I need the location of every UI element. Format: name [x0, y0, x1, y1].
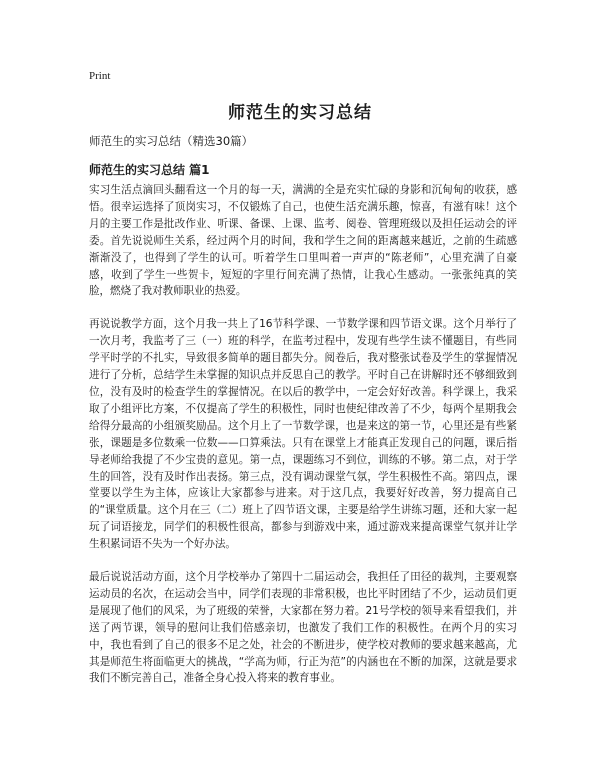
paragraph-activities: 最后说说活动方面，这个月学校举办了第四十二届运动会，我担任了田径的裁判，主要观察运动员的名次，在运动会当中，同学们表现的非常积极，也比平时团结了不少，运动员们更是展现了他们的风采，为了班级的荣誉，大家都在努力着。21号学校的领导来看望我们，并送了两节课，领导的慰问让我们倍感亲切，也激发了我们工作的积极性。在两个月的实习中，我也看到了自己的很多不足之处，社会的不断进步，使学校对教师的要求越来越高，尤其是师范生将面临更大的挑战，“学高为师，行正为范”的内涵也在不断的加深，这就是要求我们不断完善自己，准备全身心投入将来的教育事业。 — [89, 571, 517, 685]
paragraph-practice-life: 实习生活点滴回头翻看这一个月的每一天，满满的全是充实忙碌的身影和沉甸甸的收获，感悟。很幸运选择了顶岗实习，不仅锻炼了自己，也使生活充满乐趣，惊喜，有滋有味！这个月的主要工作是批改作业、听课、备课、上课、监考、阅卷、管理班级以及担任运动会的评委。首先说说师生关系，经过两个月的时间，我和学生之间的距离越来越近，之前的生疏感渐渐没了，也得到了学生的认可。听着学生口里叫着一声声的“陈老师”，心里充满了自豪感，收到了学生一些贺卡，短短的字里行间充满了热情，让我心生感动。一张张纯真的笑脸，燃烧了我对教师职业的热爱。 — [89, 184, 517, 298]
section-heading: 师范生的实习总结 篇1 — [89, 163, 210, 177]
page-title: 师范生的实习总结 — [228, 103, 372, 123]
print-link[interactable]: Print — [89, 70, 111, 82]
paragraph-teaching: 再说说教学方面，这个月我一共上了16节科学课、一节数学课和四节语文课。这个月举行了一次月考，我监考了三（一）班的科学，在监考过程中，发现有些学生读不懂题目，有些同学平时学的不扎实，导致很多简单的题目都失分。阅卷后，我对整张试卷及学生的掌握情况进行了分析，总结学生未掌握的知识点并反思自己的教学。平时自己在讲解时还不够细致到位，没有及时的检查学生的掌握情况。在以后的教学中，一定会好好改善。科学课上，我采取了小组评比方案，不仅提高了学生的积极性，同时也使纪律改善了不少，每两个星期我会给得分最高的小组颁奖励品。这个月上了一节数学课，也是来这的第一节，心里还是有些紧张，课题是多位数乘一位数——口算乘法。只有在课堂上才能真正发现自己的问题，课后指导老师给我提了不少宝贵的意见。第一点，课题练习不到位，训练的不够。第二点，对于学生的回答，没有及时作出表扬。第三点，没有调动课堂气氛，学生积极性不高。第四点，课堂要以学生为主体，应该让大家都参与进来。对于这几点，我要好好改善，努力提高自己的“课堂质量。这个月在三（二）班上了四节语文课，主要是给学生讲练习题，还和大家一起玩了词语接龙，同学们的积极性很高，都参与到游戏中来，通过游戏来提高课堂气氛并让学生积累词语不失为一个好办法。 — [89, 318, 517, 551]
document-subtitle: 师范生的实习总结（精选30篇） — [89, 134, 254, 148]
article-body — [89, 182, 517, 703]
